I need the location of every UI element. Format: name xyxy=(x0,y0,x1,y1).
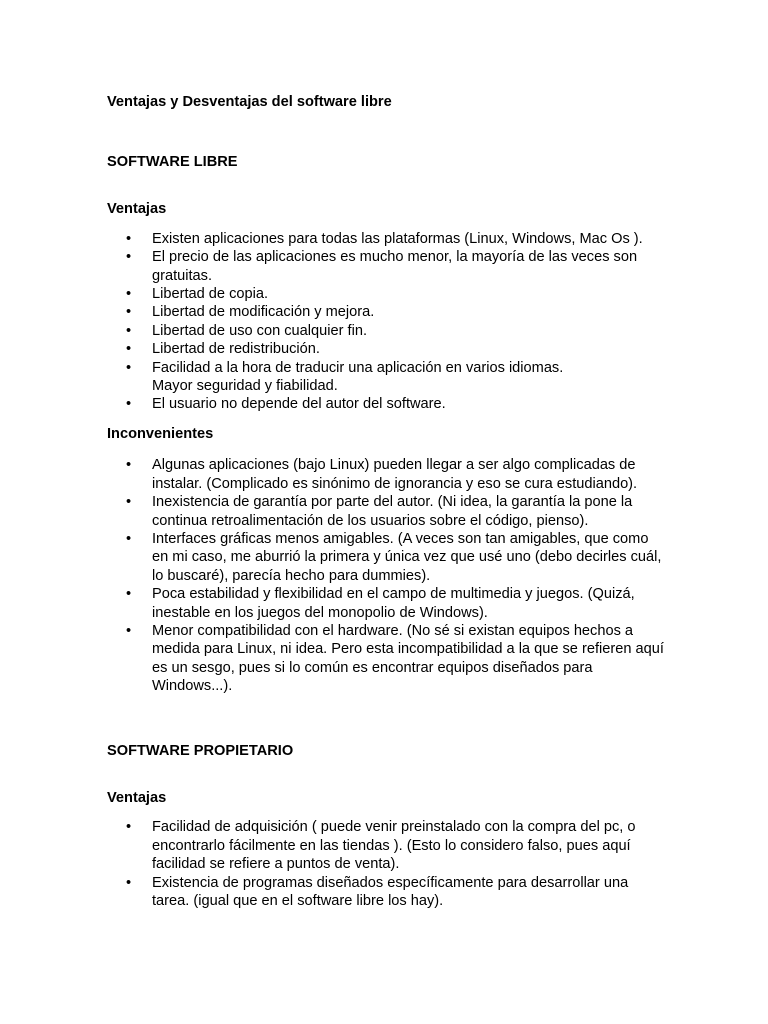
bullet-icon: • xyxy=(126,286,132,303)
bullet-icon: • xyxy=(126,874,132,891)
bullet-icon: • xyxy=(126,494,132,511)
list-item-text: Existencia de programas diseñados específicamente para desarrollar una tarea. (igual que en el software libre los hay). xyxy=(152,874,629,909)
list-item xyxy=(107,340,667,358)
list-item-text: El usuario no depende del autor del software. xyxy=(152,396,446,413)
list-item xyxy=(107,874,667,911)
list-item-text: Facilidad a la hora de traducir una aplicación en varios idiomas. xyxy=(152,359,564,376)
list-item-text: Libertad de copia. xyxy=(152,286,269,303)
list-item-text: Libertad de redistribución. xyxy=(152,341,320,358)
list-item-text: Libertad de modificación y mejora. xyxy=(152,304,375,321)
bullet-icon: • xyxy=(126,586,132,603)
list-inconvenientes xyxy=(107,456,667,695)
list-item xyxy=(107,493,667,530)
list-item-text: Poca estabilidad y flexibilidad en el campo de multimedia y juegos. (Quizá, inestable en los juegos del monopolio de Windows). xyxy=(152,586,635,621)
list-item xyxy=(107,585,667,622)
list-item-text: Libertad de uso con cualquier fin. xyxy=(152,322,367,339)
list-item-text: Algunas aplicaciones (bajo Linux) pueden llegar a ser algo complicadas de instalar. (Complicado es sinónimo de ignorancia y eso se cura estudiando). xyxy=(152,457,638,492)
list-item xyxy=(107,456,667,493)
subheading-ventajas-libre: Ventajas xyxy=(107,201,167,218)
list-ventajas-libre xyxy=(107,230,667,414)
list-item xyxy=(107,322,667,340)
bullet-icon: • xyxy=(126,457,132,474)
document-title: Ventajas y Desventajas del software libre xyxy=(107,94,392,110)
list-item-text: Menor compatibilidad con el hardware. (No sé si existan equipos hechos a medida para Linux, ni idea. Pero esta incompatibilidad a la que se refieren aquí es un sesgo, pues si lo común es encontrar equipos diseñados para Windows...). xyxy=(152,622,664,695)
list-item xyxy=(107,622,667,696)
bullet-icon: • xyxy=(126,622,132,639)
list-item-text: El precio de las aplicaciones es mucho menor, la mayoría de las veces son gratuitas. xyxy=(152,249,638,284)
subheading-inconvenientes: Inconvenientes xyxy=(107,425,214,442)
subheading-ventajas-propietario: Ventajas xyxy=(107,789,167,806)
bullet-icon: • xyxy=(126,322,132,339)
list-item-text: Inexistencia de garantía por parte del autor. (Ni idea, la garantía la pone la continua retroalimentación de los usuarios sobre el código, pienso). xyxy=(152,494,633,529)
list-item-text: Facilidad de adquisición ( puede venir preinstalado con la compra del pc, o encontrarlo fácilmente en las tiendas ). (Esto lo considero falso, pues aquí facilidad se refiere a puntos de venta). xyxy=(152,819,636,873)
list-item xyxy=(107,303,667,321)
section-heading-software-propietario: SOFTWARE PROPIETARIO xyxy=(107,742,294,759)
bullet-icon: • xyxy=(126,530,132,547)
document-page xyxy=(107,93,667,910)
list-ventajas-propietario xyxy=(107,818,667,910)
bullet-icon: • xyxy=(126,359,132,376)
list-item-text: Existen aplicaciones para todas las plataformas (Linux, Windows, Mac Os ). xyxy=(152,230,643,247)
list-item xyxy=(107,230,667,248)
bullet-icon: • xyxy=(126,230,132,247)
list-item-continuation: Mayor seguridad y fiabilidad. xyxy=(152,378,338,395)
list-item xyxy=(107,359,667,396)
list-item xyxy=(107,248,667,285)
list-item xyxy=(107,818,667,873)
list-item-text: Interfaces gráficas menos amigables. (A veces son tan amigables, que como en mi caso, me aburrió la primera y única vez que usé uno (debo decirles cuál, lo buscaré), parecía hecho para dummies). xyxy=(152,530,662,584)
bullet-icon: • xyxy=(126,396,132,413)
bullet-icon: • xyxy=(126,341,132,358)
section-heading-software-libre: SOFTWARE LIBRE xyxy=(107,154,238,170)
bullet-icon: • xyxy=(126,819,132,836)
bullet-icon: • xyxy=(126,304,132,321)
bullet-icon: • xyxy=(126,249,132,266)
list-item xyxy=(107,395,667,413)
list-item xyxy=(107,530,667,585)
list-item xyxy=(107,285,667,303)
